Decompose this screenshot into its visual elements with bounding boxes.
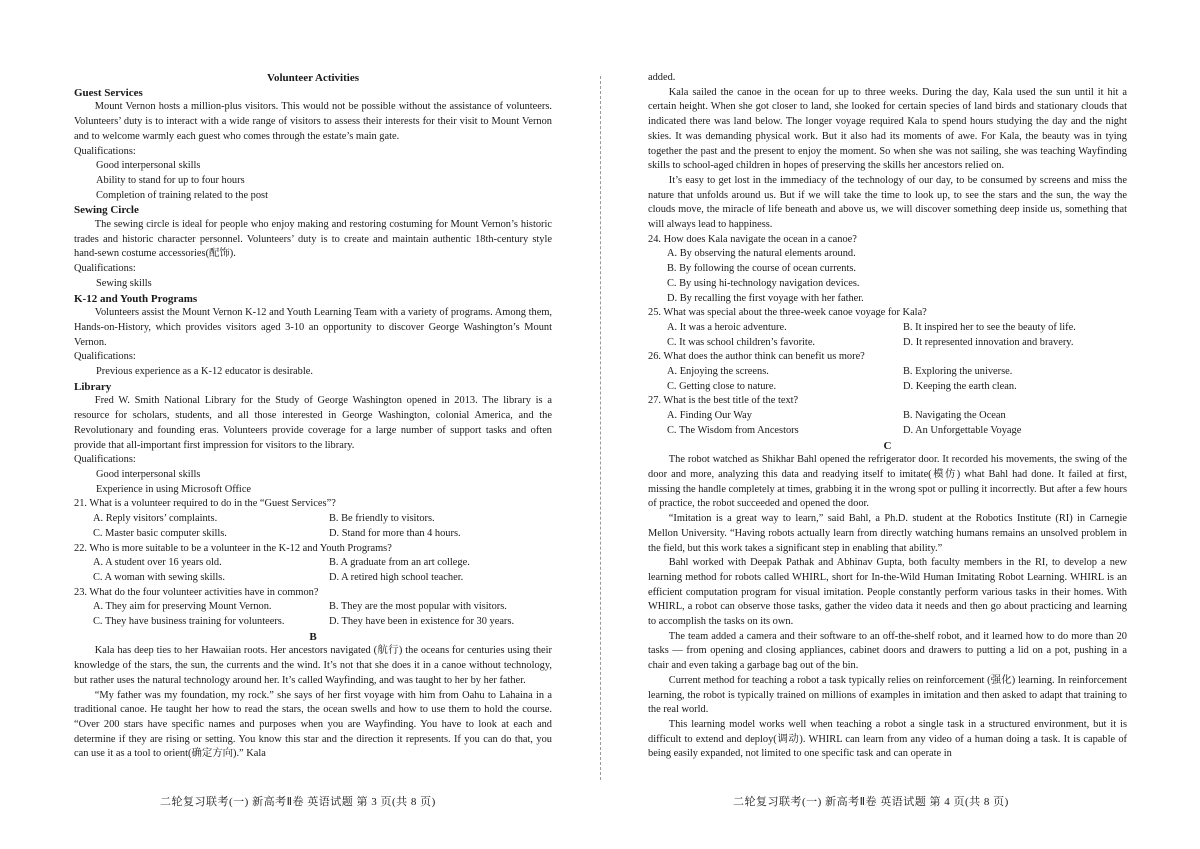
section-b-heading: B: [309, 630, 317, 643]
qualifications-label: Qualifications:: [74, 454, 136, 466]
option-row: [74, 527, 552, 542]
option-row: [648, 321, 1127, 336]
option-d[interactable]: D. A retired high school teacher.: [329, 571, 464, 583]
library-body: Fred W. Smith National Library for the Study of George Washington opened in 2013. The library is a resource for scholars, students, and all those interested in George Washington, colonial America, and the Revolutionary and founding eras. Volunteers provide coverage for a large number of support tasks and often provide that all-important first impression for visitors to the library.: [74, 395, 552, 451]
question-25: 25. What was special about the three-week canoe voyage for Kala?: [648, 307, 927, 319]
option-row: [648, 380, 1127, 395]
option-c[interactable]: C. It was school children’s favorite.: [667, 336, 816, 348]
question-27: 27. What is the best title of the text?: [648, 395, 799, 407]
library-heading: Library: [74, 380, 112, 393]
option-b[interactable]: B. Be friendly to visitors.: [329, 513, 435, 525]
passage-c-paragraph: Current method for teaching a robot a task typically relies on reinforcement (强化) learning. In reinforcement learning, the robot is typically trained on millions of examples in imitation and then asked to adapt that training to the real world.: [648, 674, 1127, 716]
section-c-heading: C: [883, 439, 892, 452]
option-a[interactable]: A. They aim for preserving Mount Vernon.: [93, 601, 272, 613]
qualification-item: Ability to stand for up to four hours: [96, 174, 245, 186]
qualification-item: Experience in using Microsoft Office: [96, 483, 252, 495]
left-page-column: [74, 71, 552, 762]
option-c[interactable]: C. By using hi-technology navigation devices.: [667, 277, 860, 289]
option-a[interactable]: A. It was a heroic adventure.: [667, 321, 787, 333]
passage-c-paragraph: This learning model works well when teaching a robot a single task in a structured environment, but it is difficult to extend and deploy(调动). WHIRL can learn from any video of a human doing a task. It is capable of being easily expanded, not limited to one specific task and can operate in: [648, 718, 1127, 760]
option-b[interactable]: B. By following the course of ocean currents.: [667, 263, 856, 275]
option-row: [648, 409, 1127, 424]
question-21: 21. What is a volunteer required to do in the “Guest Services”?: [74, 498, 336, 510]
k12-heading: K-12 and Youth Programs: [74, 292, 198, 305]
page-title: Volunteer Activities: [267, 72, 359, 84]
option-row: [648, 277, 1127, 292]
option-c[interactable]: C. A woman with sewing skills.: [93, 571, 225, 583]
guest-services-heading: Guest Services: [74, 86, 143, 99]
option-d[interactable]: D. It represented innovation and bravery.: [903, 336, 1074, 348]
question-22: 22. Who is more suitable to be a volunteer in the K-12 and Youth Programs?: [74, 542, 392, 554]
option-c[interactable]: C. They have business training for volunteers.: [93, 616, 285, 628]
passage-c-paragraph: Bahl worked with Deepak Pathak and Abhinav Gupta, both faculty members in the RI, to develop a new learning method for robots called WHIRL, short for In-the-Wild Human Imitating Robot Learning. WHIRL is an efficient computation program for visual imitation. People constantly perform various tasks in their homes. With WHIRL, a robot can observe those tasks, gather the video data it needs and then go about practicing and learning to accomplish the tasks on its own.: [648, 557, 1127, 628]
option-row: [74, 615, 552, 630]
passage-c-paragraph: The team added a camera and their software to an off-the-shelf robot, and it learned how to do more than 20 tasks — from opening and closing appliances, cabinet doors and drawers to putting a lid on a pot, pushing in a chair and even taking a garbage bag out of the bin.: [648, 630, 1127, 672]
option-row: [74, 512, 552, 527]
qualifications-label: Qualifications:: [74, 145, 136, 157]
passage-b-paragraph: Kala sailed the canoe in the ocean for up to three weeks. During the day, Kala used the sun until it hit a certain height. When she got closer to land, she looked for certain species of land birds and stationary clouds that indicated there was land below. The longer voyage required Kala to spend hours studying the day and the night skies. It was demanding physical work. But it also had its moments of awe. For Kala, the beauty was in tying together the past and the present to enjoy the moment. So when she was not sailing, she was teaching Wayfinding skills to school-aged children in hopes of preserving the skills her ancestors relied on.: [648, 86, 1127, 172]
option-row: [74, 556, 552, 571]
option-d[interactable]: D. Keeping the earth clean.: [903, 380, 1017, 392]
option-c[interactable]: C. Getting close to nature.: [667, 380, 777, 392]
option-row: [648, 365, 1127, 380]
sewing-circle-heading: Sewing Circle: [74, 204, 139, 217]
option-d[interactable]: D. Stand for more than 4 hours.: [329, 527, 461, 539]
option-c[interactable]: C. Master basic computer skills.: [93, 527, 227, 539]
page-footer-left: 二轮复习联考(一) 新高考Ⅱ卷 英语试题 第 3 页(共 8 页): [160, 796, 436, 808]
option-row: [74, 571, 552, 586]
question-24: 24. How does Kala navigate the ocean in a canoe?: [648, 233, 857, 245]
page-footer-right: 二轮复习联考(一) 新高考Ⅱ卷 英语试题 第 4 页(共 8 页): [733, 796, 1009, 808]
passage-c-paragraph: The robot watched as Shikhar Bahl opened the refrigerator door. It recorded his movements, the swing of the door and more, analyzing this data and readying itself to imitate(模仿) what Bahl had done. It failed at first, missing the handle completely at times, grabbing it in the wrong spot or pulling it incorrectly. But after a few hours of practice, the robot succeeded and opened the door.: [648, 454, 1127, 510]
question-23: 23. What do the four volunteer activities have in common?: [74, 586, 319, 598]
option-row: [648, 336, 1127, 351]
passage-c-paragraph: “Imitation is a great way to learn,” said Bahl, a Ph.D. student at the Robotics Institute (RI) in Carnegie Mellon University. “Having robots actually learn from directly watching humans remains an unsolved problem in the field, but this work takes a significant step in enabling that ability.”: [648, 513, 1127, 554]
passage-b-paragraph: Kala has deep ties to her Hawaiian roots. Her ancestors navigated (航行) the oceans for centuries using their knowledge of the stars, the sun, the currents and the wind. It’s not that she does it in a canoe without technology, but rather uses the natural technology around her. It’s called Wayfinding, and was taught to her by her father.: [74, 645, 552, 686]
passage-b-paragraph: “My father was my foundation, my rock.” she says of her first voyage with him from Oahu to Lahaina in a traditional canoe. He taught her how to read the stars, the ocean swells and how to use them to hold the course. “Over 200 stars have specific names and purposes when you are Wayfinding. You have to look at each and determine if they are rising or setting. You know this star and the direction it represents. If you can do that, you can use it as a tool to orient(确定方向).” Kala: [74, 689, 552, 760]
option-row: [648, 247, 1127, 262]
option-a[interactable]: A. Enjoying the screens.: [667, 366, 769, 378]
qualifications-label: Qualifications:: [74, 351, 136, 363]
column-divider: [600, 76, 601, 780]
option-b[interactable]: B. Navigating the Ocean: [903, 410, 1006, 422]
option-row: [74, 600, 552, 615]
passage-b-paragraph: It’s easy to get lost in the immediacy of the technology of our day, to be consumed by screens and miss the nature that unfolds around us. But if we will take the time to look up, to see the stars and the sun, the way the clouds move, the miracle of life beneath and above us, we will discover something deep inside us, something that will always lead to happiness.: [648, 174, 1127, 231]
option-a[interactable]: A. Reply visitors’ complaints.: [93, 513, 218, 525]
k12-body: Volunteers assist the Mount Vernon K-12 and Youth Learning Team with a variety of programs. Among them, Hands-on-History, which provides visitors aged 3-10 an opportunity to discover George Washington’s Mount Vernon.: [74, 307, 552, 348]
qualification-item: Previous experience as a K-12 educator is desirable.: [96, 366, 313, 378]
qualifications-label: Qualifications:: [74, 263, 136, 275]
qualification-item: Sewing skills: [96, 277, 152, 289]
option-a[interactable]: A. By observing the natural elements around.: [667, 248, 856, 260]
passage-continuation: added.: [648, 72, 676, 83]
guest-services-body: Mount Vernon hosts a million-plus visitors. This would not be possible without the assistance of volunteers. Volunteers’ duty is to interact with a wide range of visitors to assess their interests for their visit to Mount Vernon and to welcome warmly each guest who comes through the estate’s main gate.: [74, 101, 552, 142]
qualification-item: Good interpersonal skills: [96, 160, 201, 172]
option-b[interactable]: B. Exploring the universe.: [903, 366, 1013, 378]
option-d[interactable]: D. An Unforgettable Voyage: [903, 424, 1022, 436]
option-d[interactable]: D. By recalling the first voyage with her father.: [667, 292, 864, 304]
option-b[interactable]: B. They are the most popular with visitors.: [329, 601, 507, 613]
sewing-circle-body: The sewing circle is ideal for people who enjoy making and restoring costuming for Mount Vernon’s historic trades and historic character personnel. Volunteers’ duty is to create and maintain authentic 18th-century style hand-sewn costume accessories(配饰).: [74, 219, 552, 260]
option-d[interactable]: D. They have been in existence for 30 years.: [329, 616, 515, 628]
option-c[interactable]: C. The Wisdom from Ancestors: [667, 424, 799, 436]
option-row: [648, 424, 1127, 439]
qualification-item: Good interpersonal skills: [96, 468, 201, 480]
option-b[interactable]: B. A graduate from an art college.: [329, 557, 470, 569]
right-page-column: [648, 71, 1127, 762]
option-a[interactable]: A. Finding Our Way: [667, 410, 752, 422]
question-26: 26. What does the author think can benefit us more?: [648, 351, 865, 363]
option-row: [648, 292, 1127, 307]
option-b[interactable]: B. It inspired her to see the beauty of life.: [903, 321, 1076, 333]
qualification-item: Completion of training related to the post: [96, 189, 268, 201]
option-a[interactable]: A. A student over 16 years old.: [93, 557, 222, 569]
option-row: [648, 262, 1127, 277]
